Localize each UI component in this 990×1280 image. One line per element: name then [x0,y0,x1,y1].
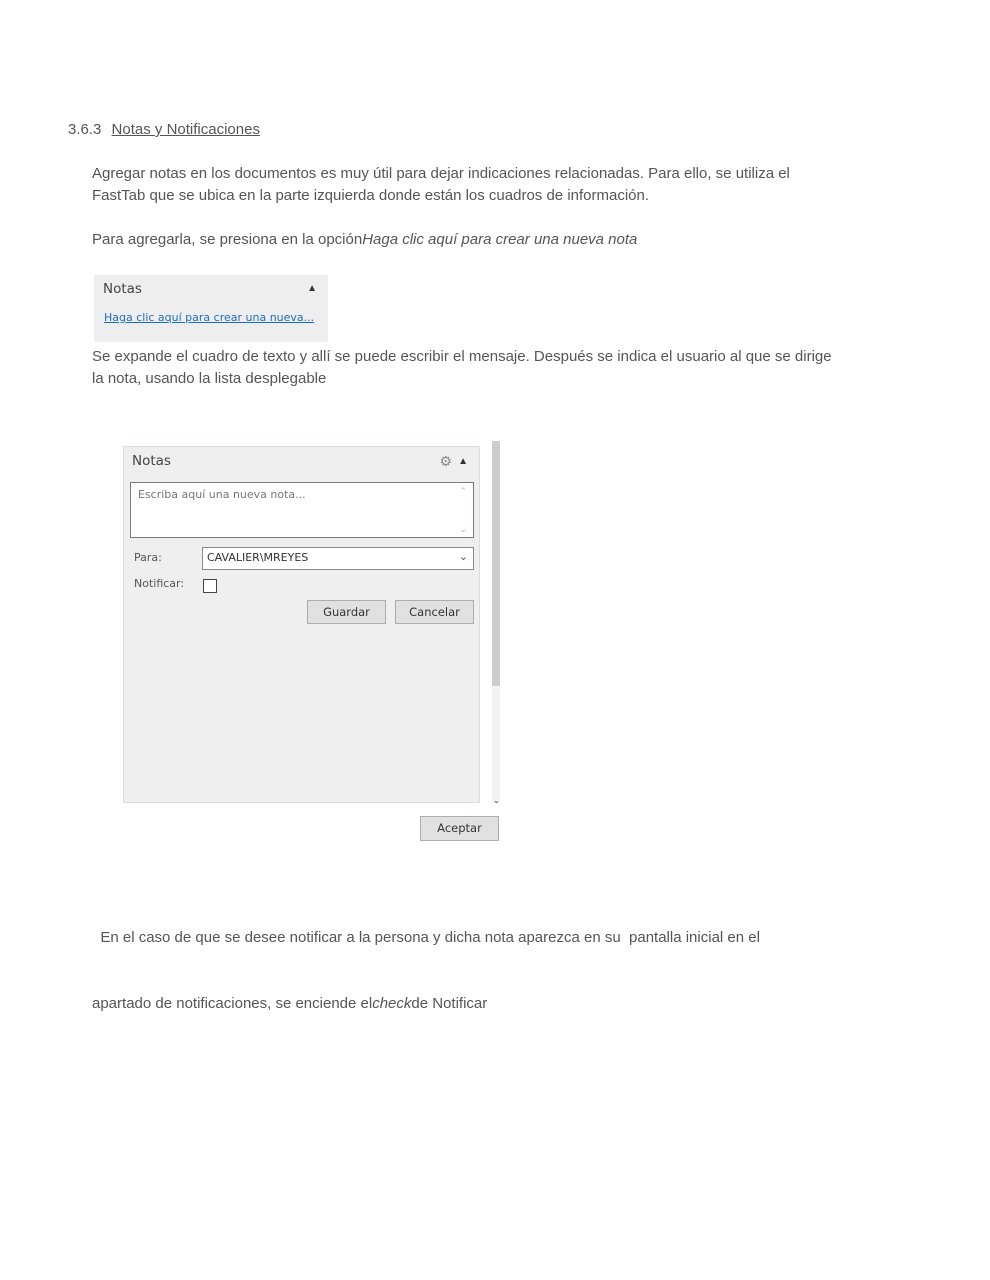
scroll-up-icon[interactable]: ⌃ [459,486,467,496]
chevron-up-icon[interactable]: ▲ [458,456,468,467]
paragraph-text: de Notificar [411,995,488,1012]
paragraph-line: En el caso de que se desee notificar a la persona y dicha nota aparezca en su pantalla inicial en el [92,929,760,946]
fasttab-title: Notas [132,453,171,469]
gear-icon[interactable]: ⚙ [439,453,452,469]
paragraph-text: apartado de notificaciones, se enciende el [92,995,373,1012]
paragraph-intro [92,163,912,207]
recipient-value: CAVALIER\MREYES [207,551,309,564]
notify-label: Notificar: [134,577,185,590]
note-textarea[interactable] [130,482,474,538]
paragraph-line: FastTab que se ubica en la parte izquierda donde están los cuadros de información. [92,187,650,204]
paragraph-line [92,993,912,1015]
create-note-link[interactable]: Haga clic aquí para crear una nueva... [104,311,315,324]
notes-fasttab-collapsed [94,275,328,342]
paragraph-add-note [92,229,912,251]
paragraph-italic-text: check [372,995,412,1012]
section-heading [68,121,260,138]
section-number: 3.6.3 [68,121,102,138]
note-placeholder: Escriba aquí una nueva nota... [138,488,306,501]
chevron-down-icon[interactable]: ⌄ [458,551,468,563]
scroll-down-arrow-icon[interactable]: ⌄ [493,796,500,805]
notes-fasttab-expanded [123,446,480,803]
paragraph-line: Agregar notas en los documentos es muy útil para dejar indicaciones relacionadas. Para ello, se utiliza el [92,165,790,182]
paragraph-line: Se expande el cuadro de texto y allí se puede escribir el mensaje. Después se indica el usuario al que se dirige [92,348,832,365]
save-button[interactable]: Guardar [307,600,386,624]
paragraph-line: la nota, usando la lista desplegable [92,370,327,387]
paragraph-italic-text: Haga clic aquí para crear una nueva nota [362,231,638,248]
recipient-dropdown[interactable] [202,547,474,570]
to-label: Para: [134,551,162,564]
scroll-down-icon[interactable]: ⌄ [459,524,467,534]
chevron-up-icon[interactable]: ▲ [307,283,317,294]
cancel-button[interactable]: Cancelar [395,600,474,624]
paragraph-expand [92,346,912,390]
paragraph-notify [92,883,912,1037]
notify-checkbox[interactable] [203,579,217,593]
scrollbar-thumb[interactable] [492,441,500,686]
fasttab-title: Notas [103,281,142,297]
section-title: Notas y Notificaciones [111,121,260,138]
accept-button[interactable]: Aceptar [420,816,499,841]
paragraph-text: Para agregarla, se presiona en la opción [92,231,363,248]
vertical-scrollbar[interactable] [492,441,500,803]
